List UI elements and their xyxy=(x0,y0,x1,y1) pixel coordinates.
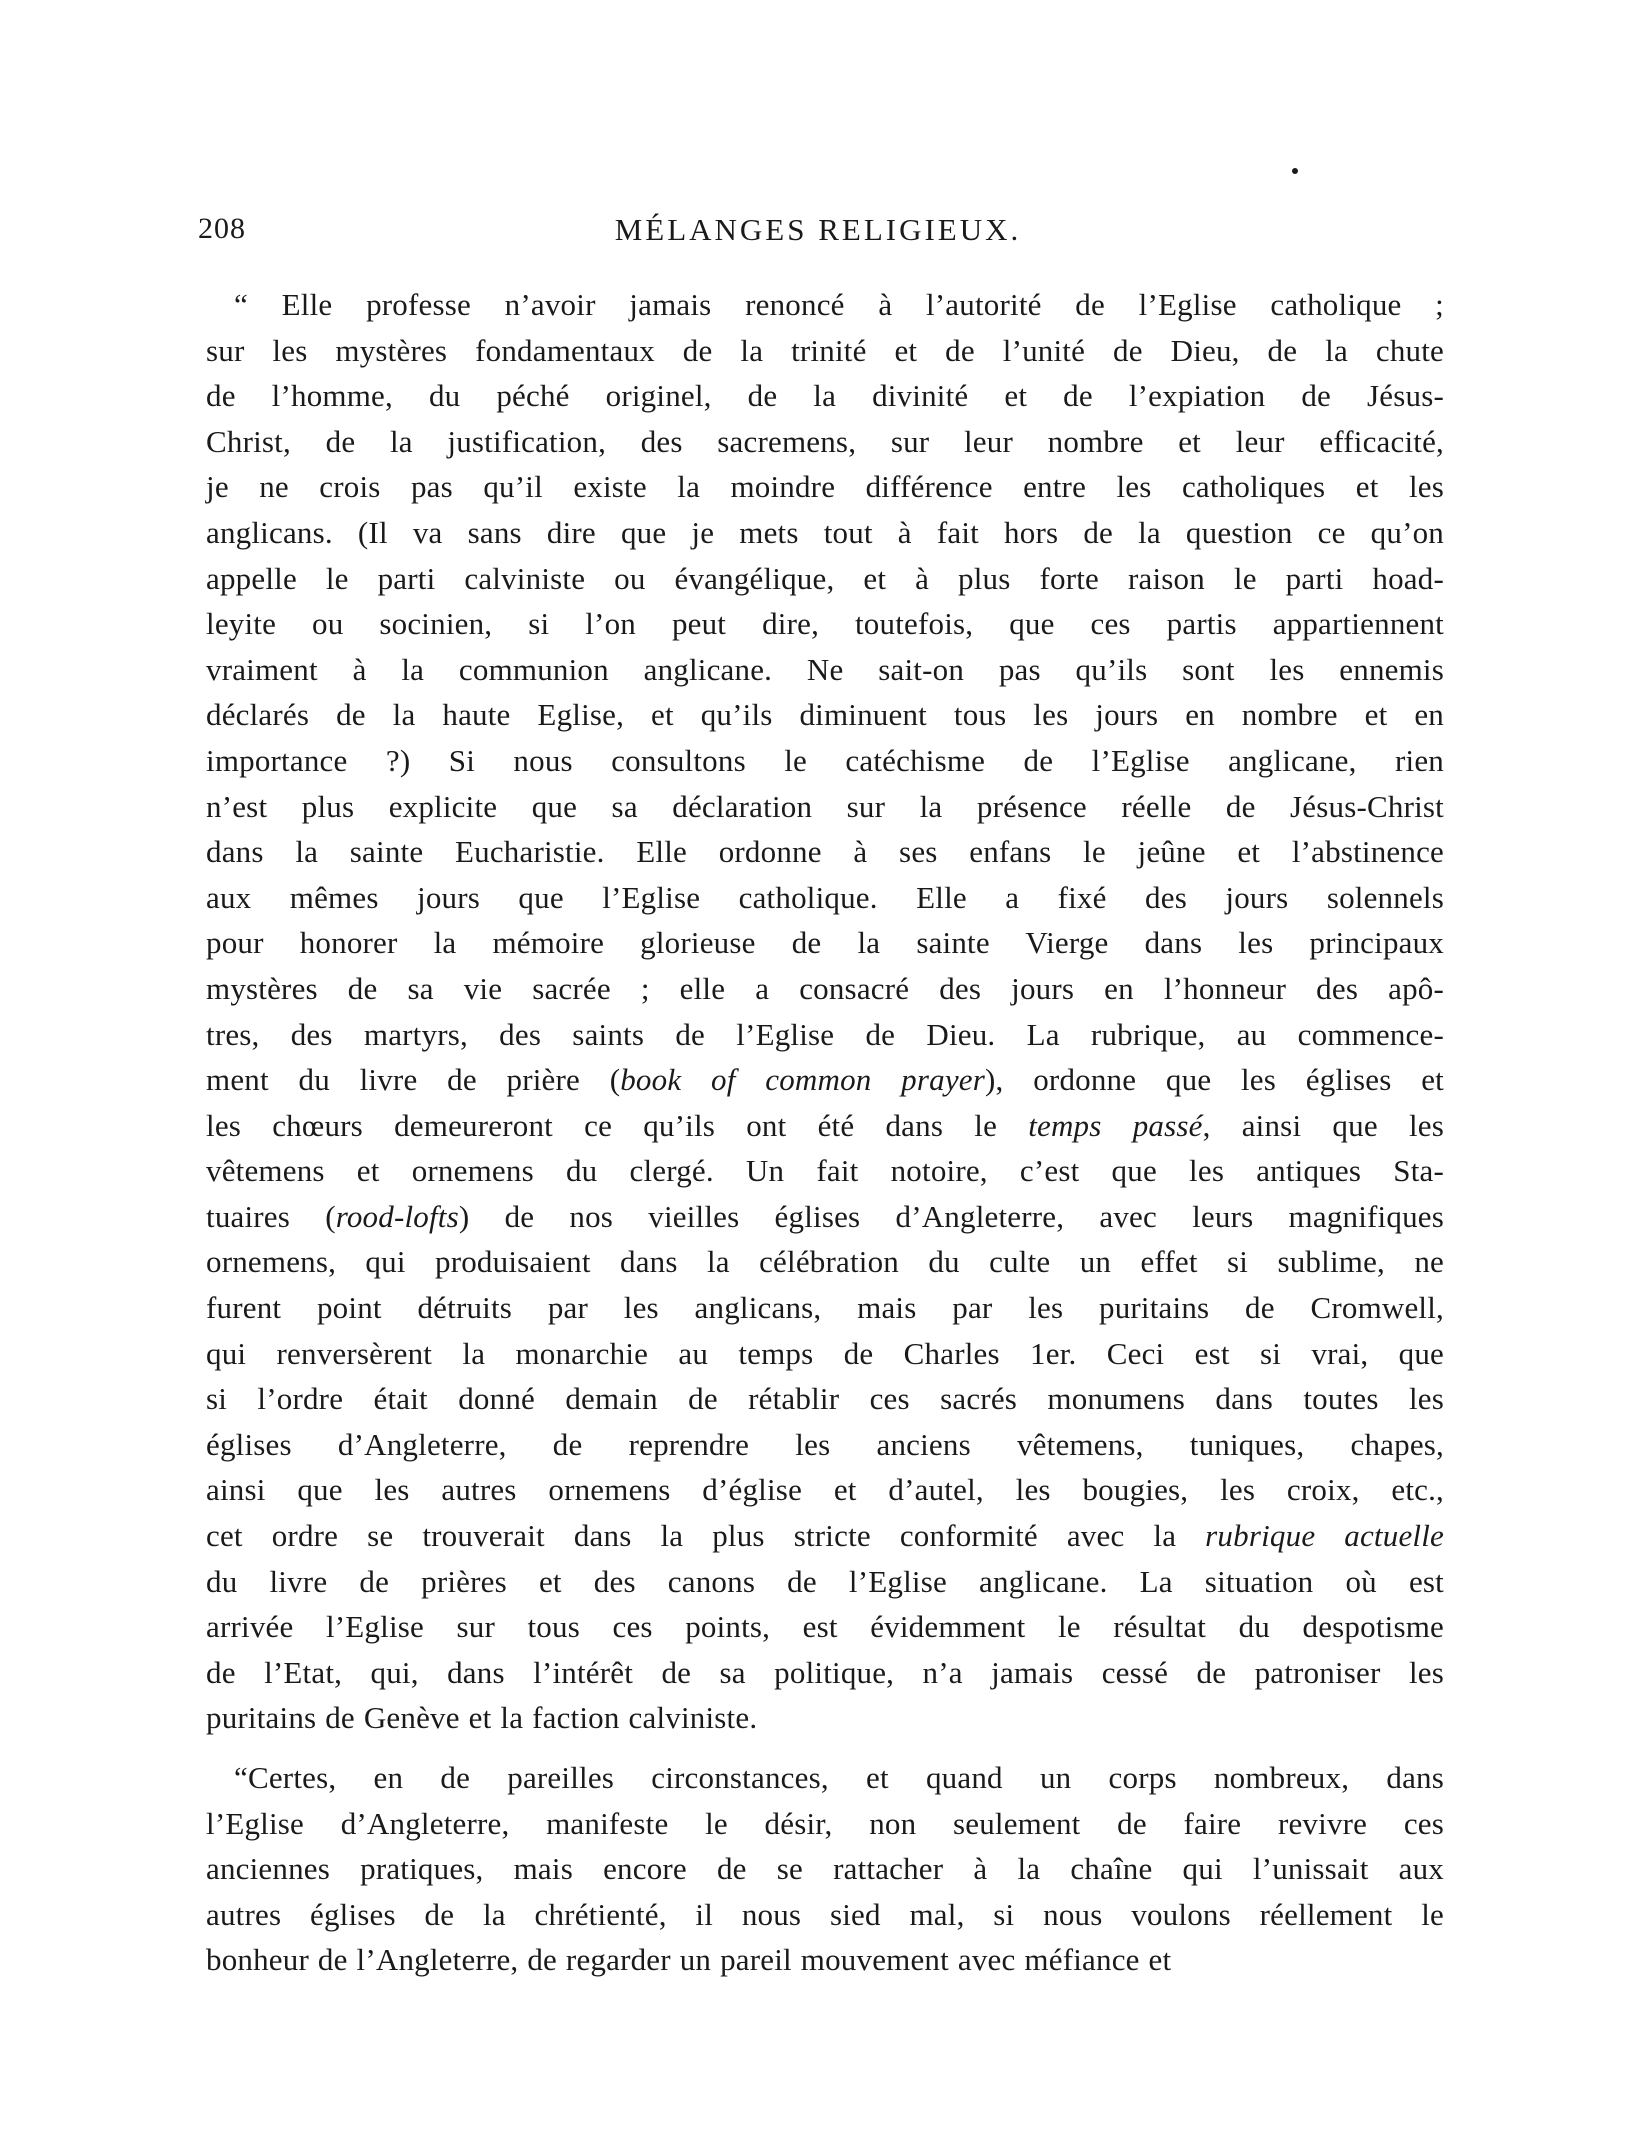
text-line: vraiment à la communion anglicane. Ne sait-on pas qu’ils sont les ennemis xyxy=(206,651,1444,687)
text-line: anglicans. (Il va sans dire que je mets tout à fait hors de la question ce qu’on xyxy=(206,514,1444,550)
text-line: l’Eglise d’Angleterre, manifeste le désir, non seulement de faire revivre ces xyxy=(206,1805,1444,1841)
text-line: je ne crois pas qu’il existe la moindre différence entre les catholiques et les xyxy=(206,469,1444,505)
text-line: de l’homme, du péché originel, de la divinité et de l’expiation de Jésus- xyxy=(206,378,1444,414)
italic-phrase: book of common prayer xyxy=(620,1062,986,1098)
text-line: arrivée l’Eglise sur tous ces points, est évidemment le résultat du despotisme xyxy=(206,1609,1444,1645)
text-line: églises d’Angleterre, de reprendre les anciens vêtemens, tuniques, chapes, xyxy=(206,1426,1444,1462)
text-line: ornemens, qui produisaient dans la célébration du culte un effet si sublime, ne xyxy=(206,1244,1444,1280)
text-line: leyite ou socinien, si l’on peut dire, toutefois, que ces partis appartiennent xyxy=(206,606,1444,642)
text-line: tres, des martyrs, des saints de l’Eglise de Dieu. La rubrique, au commence- xyxy=(206,1016,1444,1052)
text-line: “ Elle professe n’avoir jamais renoncé à l’autorité de l’Eglise catholique ; xyxy=(234,287,1444,322)
text-line: ainsi que les autres ornemens d’église et d’autel, les bougies, les croix, etc., xyxy=(206,1472,1444,1508)
running-title: MÉLANGES RELIGIEUX. xyxy=(614,212,1022,247)
text-line: les chœurs demeureront ce qu’ils ont été dans le temps passé, ainsi que les xyxy=(206,1107,1444,1143)
text-line: pour honorer la mémoire glorieuse de la sainte Vierge dans les principaux xyxy=(206,925,1444,961)
text-line: vêtemens et ornemens du clergé. Un fait notoire, c’est que les antiques Sta- xyxy=(206,1153,1444,1189)
text-line: déclarés de la haute Eglise, et qu’ils diminuent tous les jours en nombre et en xyxy=(206,697,1444,733)
text-line: qui renversèrent la monarchie au temps de Charles 1er. Ceci est si vrai, que xyxy=(206,1335,1444,1371)
italic-phrase: temps passé xyxy=(1028,1107,1203,1143)
text-line: appelle le parti calviniste ou évangélique, et à plus forte raison le parti hoad- xyxy=(206,560,1444,596)
text-line: aux mêmes jours que l’Eglise catholique. Elle a fixé des jours solennels xyxy=(206,879,1444,915)
paragraph-gap xyxy=(206,1741,1444,1755)
text-line: bonheur de l’Angleterre, de regarder un pareil mouvement avec méfiance et xyxy=(206,1942,1172,1978)
text-line: du livre de prières et des canons de l’Eglise anglicane. La situation où est xyxy=(206,1563,1444,1599)
text-line: importance ?) Si nous consultons le catéchisme de l’Eglise anglicane, rien xyxy=(206,742,1444,778)
page-number: 208 xyxy=(198,212,246,245)
text-line: autres églises de la chrétienté, il nous sied mal, si nous voulons réellement le xyxy=(206,1896,1444,1932)
text-line: tuaires (rood-lofts) de nos vieilles églises d’Angleterre, avec leurs magnifiques xyxy=(206,1198,1444,1234)
text-line: anciennes pratiques, mais encore de se rattacher à la chaîne qui l’unissait aux xyxy=(206,1851,1444,1887)
paragraph-2 xyxy=(206,1755,1444,1983)
paragraph-1 xyxy=(206,282,1444,1741)
text-line: puritains de Genève et la faction calviniste. xyxy=(206,1700,758,1736)
text-line: cet ordre se trouverait dans la plus stricte conformité avec la rubrique actuelle xyxy=(206,1518,1444,1554)
italic-phrase: rubrique actuelle xyxy=(1205,1518,1444,1554)
text-line: n’est plus explicite que sa déclaration sur la présence réelle de Jésus-Christ xyxy=(206,788,1444,824)
ink-speck xyxy=(1292,168,1298,174)
running-header xyxy=(198,212,1438,262)
text-line: ment du livre de prière (book of common prayer), ordonne que les églises et xyxy=(206,1062,1444,1098)
text-line: “Certes, en de pareilles circonstances, et quand un corps nombreux, dans xyxy=(234,1760,1444,1795)
text-line: mystères de sa vie sacrée ; elle a consacré des jours en l’honneur des apô- xyxy=(206,970,1444,1006)
text-line: si l’ordre était donné demain de rétablir ces sacrés monumens dans toutes les xyxy=(206,1381,1444,1417)
text-line: de l’Etat, qui, dans l’intérêt de sa politique, n’a jamais cessé de patroniser les xyxy=(206,1654,1444,1690)
text-line: dans la sainte Eucharistie. Elle ordonne à ses enfans le jeûne et l’abstinence xyxy=(206,834,1444,870)
text-line: sur les mystères fondamentaux de la trinité et de l’unité de Dieu, de la chute xyxy=(206,332,1444,368)
text-line: furent point détruits par les anglicans, mais par les puritains de Cromwell, xyxy=(206,1290,1444,1326)
body-text xyxy=(206,282,1444,1983)
italic-phrase: rood-lofts xyxy=(335,1198,459,1234)
text-line: Christ, de la justification, des sacremens, sur leur nombre et leur efficacité, xyxy=(206,423,1444,459)
